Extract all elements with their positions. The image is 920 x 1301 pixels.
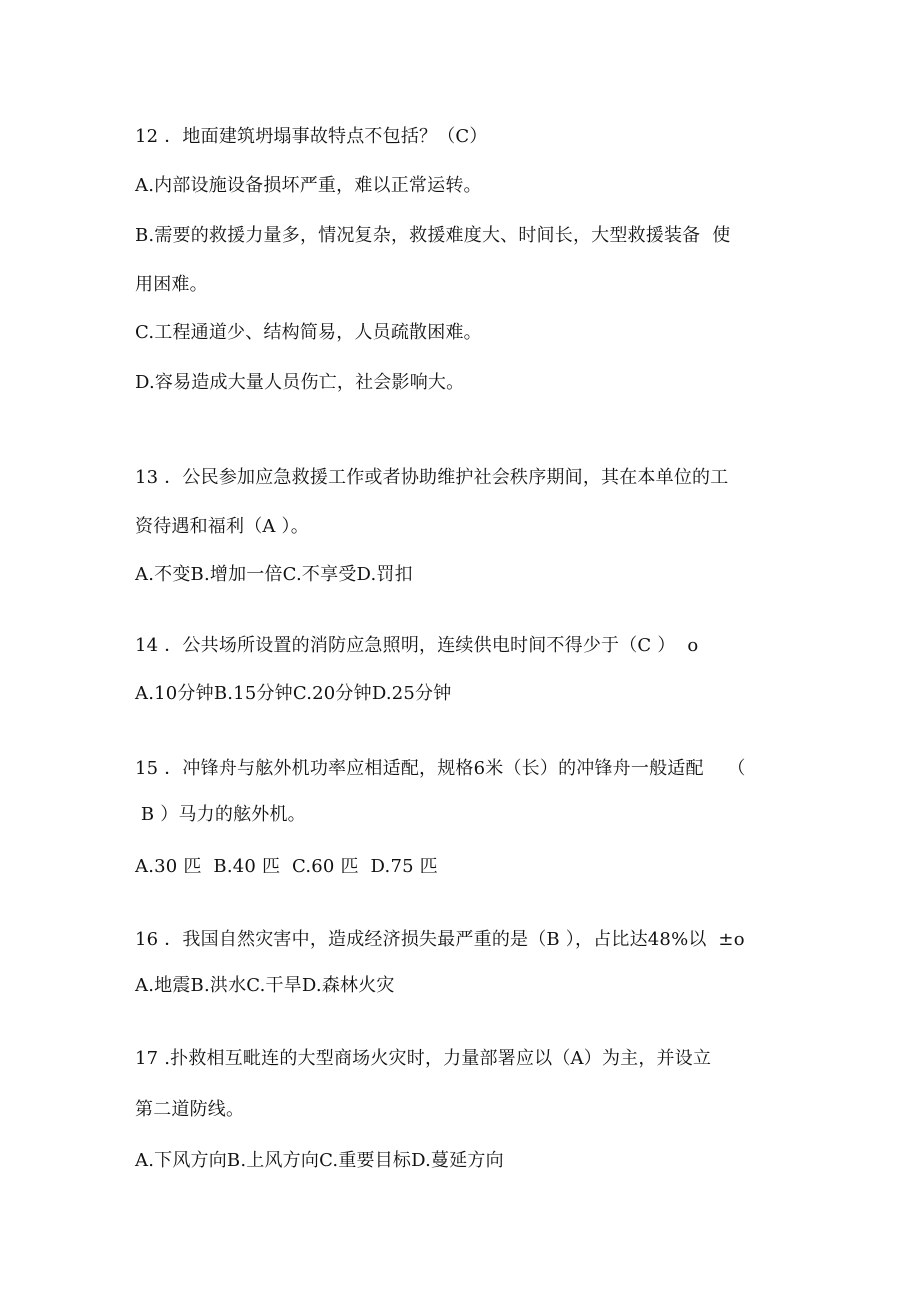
question-12-option-d: D.容易造成大量人员伤亡，社会影响大。 bbox=[135, 372, 465, 393]
question-17-stem: 17 .扑救相互毗连的大型商场火灾时，力量部署应以（A）为主，并设立 bbox=[135, 1048, 712, 1069]
question-13-stem-continued: 资待遇和福利（A ）。 bbox=[135, 516, 309, 537]
question-17-options: A.下风方向B.上风方向C.重要目标D.蔓延方向 bbox=[135, 1150, 504, 1171]
question-15-stem-continued: B ）马力的舷外机。 bbox=[135, 804, 306, 825]
question-15-stem: 15 ．冲锋舟与舷外机功率应相适配，规格6米（长）的冲锋舟一般适配 （ bbox=[135, 758, 746, 779]
question-16-stem: 16 ．我国自然灾害中，造成经济损失最严重的是（B ），占比达48%以 ±o bbox=[135, 929, 745, 950]
question-17-stem-continued: 第二道防线。 bbox=[135, 1099, 245, 1120]
question-12-option-b-continued: 用困难。 bbox=[135, 274, 208, 295]
question-12-option-b: B.需要的救援力量多，情况复杂，救援难度大、时间长，大型救援装备 使 bbox=[135, 225, 731, 246]
question-14-options: A.10分钟B.15分钟C.20分钟D.25分钟 bbox=[135, 683, 452, 704]
question-16-options: A.地震B.洪水C.干旱D.森林火灾 bbox=[135, 975, 395, 996]
question-14-stem: 14 ．公共场所设置的消防应急照明，连续供电时间不得少于（C ） o bbox=[135, 635, 699, 656]
question-15-options: A.30 匹 B.40 匹 C.60 匹 D.75 匹 bbox=[135, 856, 438, 877]
question-12-option-a: A.内部设施设备损坏严重，难以正常运转。 bbox=[135, 175, 482, 196]
question-13-options: A.不变B.增加一倍C.不享受D.罚扣 bbox=[135, 564, 413, 585]
question-13-stem: 13 ．公民参加应急救援工作或者协助维护社会秩序期间，其在本单位的工 bbox=[135, 467, 729, 488]
question-12-option-c: C.工程通道少、结构简易，人员疏散困难。 bbox=[135, 322, 482, 343]
question-12-stem: 12 ．地面建筑坍塌事故特点不包括？（C） bbox=[135, 126, 488, 147]
